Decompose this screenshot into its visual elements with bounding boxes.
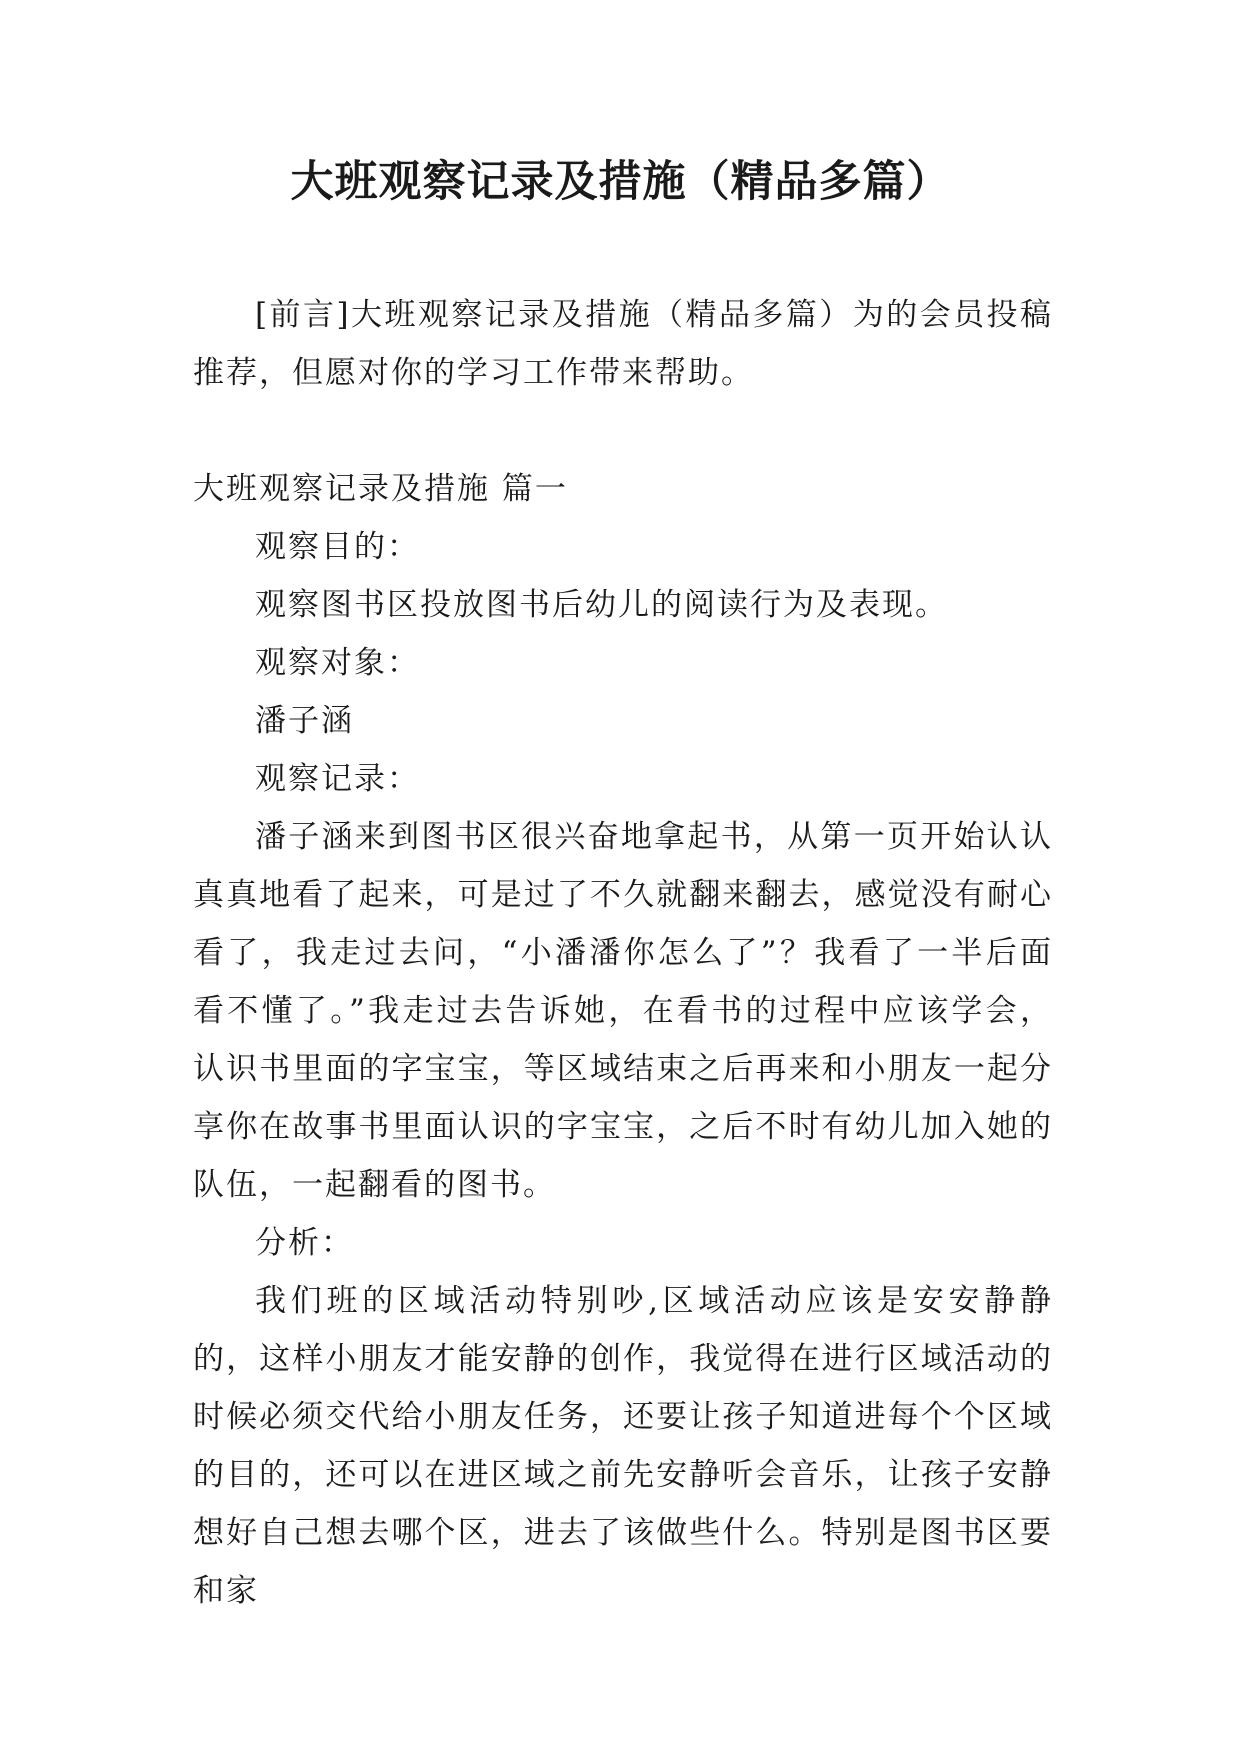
goal-text: 观察图书区投放图书后幼儿的阅读行为及表现。 — [255, 587, 948, 623]
document-title: 大班观察记录及措施（精品多篇） — [290, 157, 951, 207]
record-paragraph: 潘子涵来到图书区很兴奋地拿起书，从第一页开始认认真真地看了起来，可是过了不久就翻来翻去，感觉没有耐心看了，我走过去问，“小潘潘你怎么了”？我看了一半后面看不懂了。”我走过去告诉她，在看书的过程中应该学会，认识书里面的字宝宝，等区域结束之后再来和小朋友一起分享你在故事书里面认识的字宝宝，之后不时有幼儿加入她的队伍，一起翻看的图书。 — [193, 819, 1053, 1203]
subject-label: 观察对象： — [255, 645, 420, 681]
goal-label: 观察目的： — [255, 529, 420, 565]
section-heading: 大班观察记录及措施 篇一 — [193, 471, 568, 507]
analysis-label: 分析： — [255, 1225, 354, 1261]
paragraph-spacer — [193, 402, 1053, 460]
document-body — [193, 286, 1053, 1620]
analysis-paragraph: 我们班的区域活动特别吵,区域活动应该是安安静静的，这样小朋友才能安静的创作，我觉得在进行区域活动的时候必须交代给小朋友任务，还要让孩子知道进每个个区域的目的，还可以在进区域之前先安静听会音乐，让孩子安静想好自己想去哪个区，进去了该做些什么。特别是图书区要和家 — [193, 1283, 1053, 1609]
record-label: 观察记录： — [255, 761, 420, 797]
preface-paragraph: [前言]大班观察记录及措施（精品多篇）为的会员投稿推荐，但愿对你的学习工作带来帮助。 — [193, 297, 1053, 391]
subject-name: 潘子涵 — [255, 703, 354, 739]
